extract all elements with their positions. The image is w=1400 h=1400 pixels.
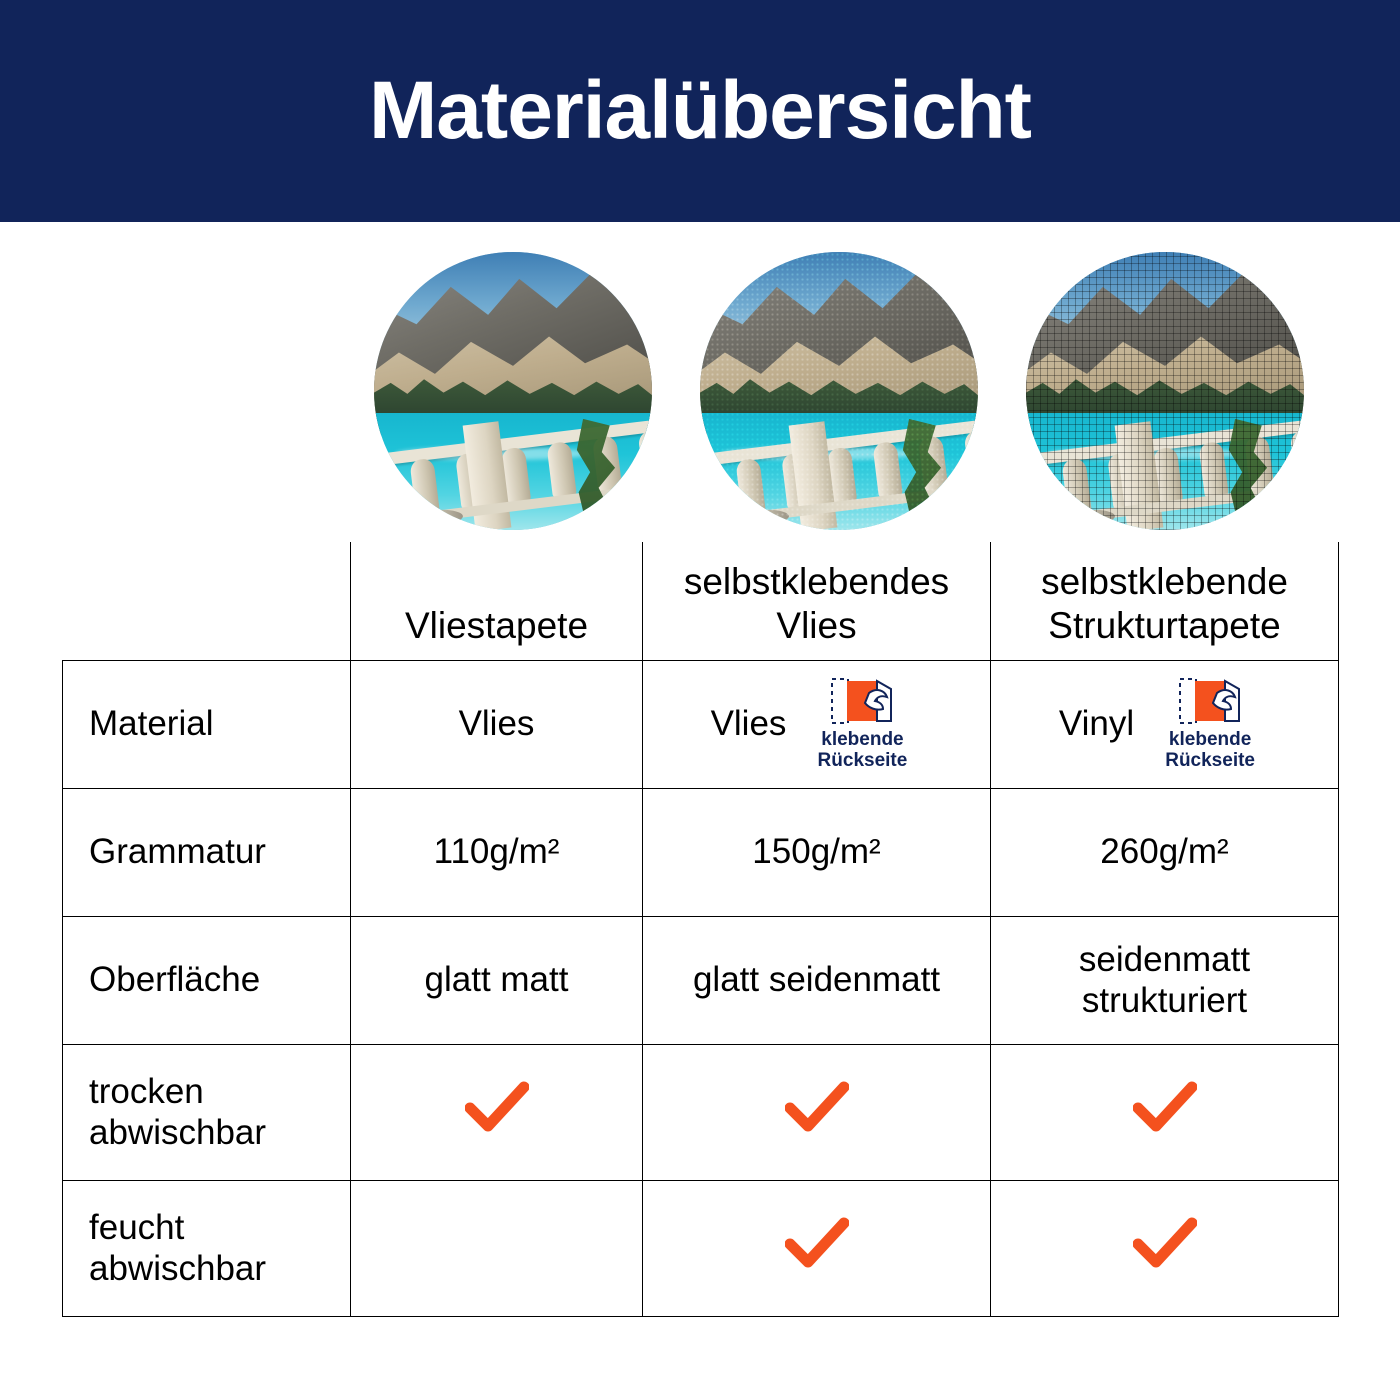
cell-trocken-vliestapete xyxy=(351,1044,643,1180)
check-icon xyxy=(465,1081,529,1133)
cell-feucht-vliestapete xyxy=(351,1180,643,1316)
row-label-material: Material xyxy=(63,660,351,788)
table-header-empty xyxy=(63,542,351,660)
adhesive-backing-label: klebende Rückseite xyxy=(817,728,908,771)
cell-trocken-strukturtapete xyxy=(991,1044,1339,1180)
cell-oberflaeche-strukturtapete: seidenmatt strukturiert xyxy=(991,916,1339,1044)
cell-trocken-selbstklebendes-vlies xyxy=(643,1044,991,1180)
table-row xyxy=(63,916,1339,1044)
material-comparison-table xyxy=(62,542,1339,1317)
cell-text: Vlies xyxy=(458,704,535,744)
cell-material-strukturtapete xyxy=(991,660,1339,788)
table-header-selbstklebendes-vlies: selbstklebendes Vlies xyxy=(643,542,991,660)
landscape-illustration xyxy=(1026,252,1304,530)
check-icon xyxy=(1133,1081,1197,1133)
row-label-feucht-abwischbar: feucht abwischbar xyxy=(63,1180,351,1316)
check-icon xyxy=(785,1217,849,1269)
cell-text: Vinyl xyxy=(1058,704,1135,744)
cell-grammatur-selbstklebendes-vlies: 150g/m² xyxy=(643,788,991,916)
cell-grammatur-strukturtapete: 260g/m² xyxy=(991,788,1339,916)
page-title: Materialübersicht xyxy=(369,65,1031,156)
cell-text: Vlies xyxy=(710,704,787,744)
cell-oberflaeche-vliestapete: glatt matt xyxy=(351,916,643,1044)
table-row xyxy=(63,1180,1339,1316)
check-icon xyxy=(785,1081,849,1133)
cell-grammatur-vliestapete: 110g/m² xyxy=(351,788,643,916)
sample-cell-3 xyxy=(1002,252,1328,542)
cell-oberflaeche-selbstklebendes-vlies: glatt seidenmatt xyxy=(643,916,991,1044)
page-header xyxy=(0,0,1400,222)
sample-images-row xyxy=(350,252,1330,542)
adhesive-backing-badge xyxy=(1150,677,1270,772)
row-label-trocken-abwischbar: trocken abwischbar xyxy=(63,1044,351,1180)
check-icon xyxy=(1133,1217,1197,1269)
cell-material-vliestapete xyxy=(351,660,643,788)
table-row xyxy=(63,1044,1339,1180)
table-header-vliestapete: Vliestapete xyxy=(351,542,643,660)
row-label-grammatur: Grammatur xyxy=(63,788,351,916)
cell-feucht-strukturtapete xyxy=(991,1180,1339,1316)
row-label-oberflaeche: Oberfläche xyxy=(63,916,351,1044)
sample-cell-1 xyxy=(350,252,676,542)
table-header-row xyxy=(63,542,1339,660)
landscape-illustration xyxy=(700,252,978,530)
texture-overlay-grid xyxy=(1026,252,1304,530)
sample-image-selbstklebende-strukturtapete xyxy=(1026,252,1304,530)
adhesive-backing-icon xyxy=(1179,677,1241,725)
cell-material-selbstklebendes-vlies xyxy=(643,660,991,788)
sample-cell-2 xyxy=(676,252,1002,542)
landscape-illustration xyxy=(374,252,652,530)
table-row xyxy=(63,660,1339,788)
table-row xyxy=(63,788,1339,916)
sample-image-selbstklebendes-vlies xyxy=(700,252,978,530)
cell-feucht-selbstklebendes-vlies xyxy=(643,1180,991,1316)
adhesive-backing-label: klebende Rückseite xyxy=(1165,728,1255,771)
adhesive-backing-badge xyxy=(802,677,922,772)
sample-image-vliestapete xyxy=(374,252,652,530)
texture-overlay-dotted xyxy=(700,252,978,530)
adhesive-backing-icon xyxy=(831,677,893,725)
table-header-selbstklebende-strukturtapete: selbstklebende Strukturtapete xyxy=(991,542,1339,660)
